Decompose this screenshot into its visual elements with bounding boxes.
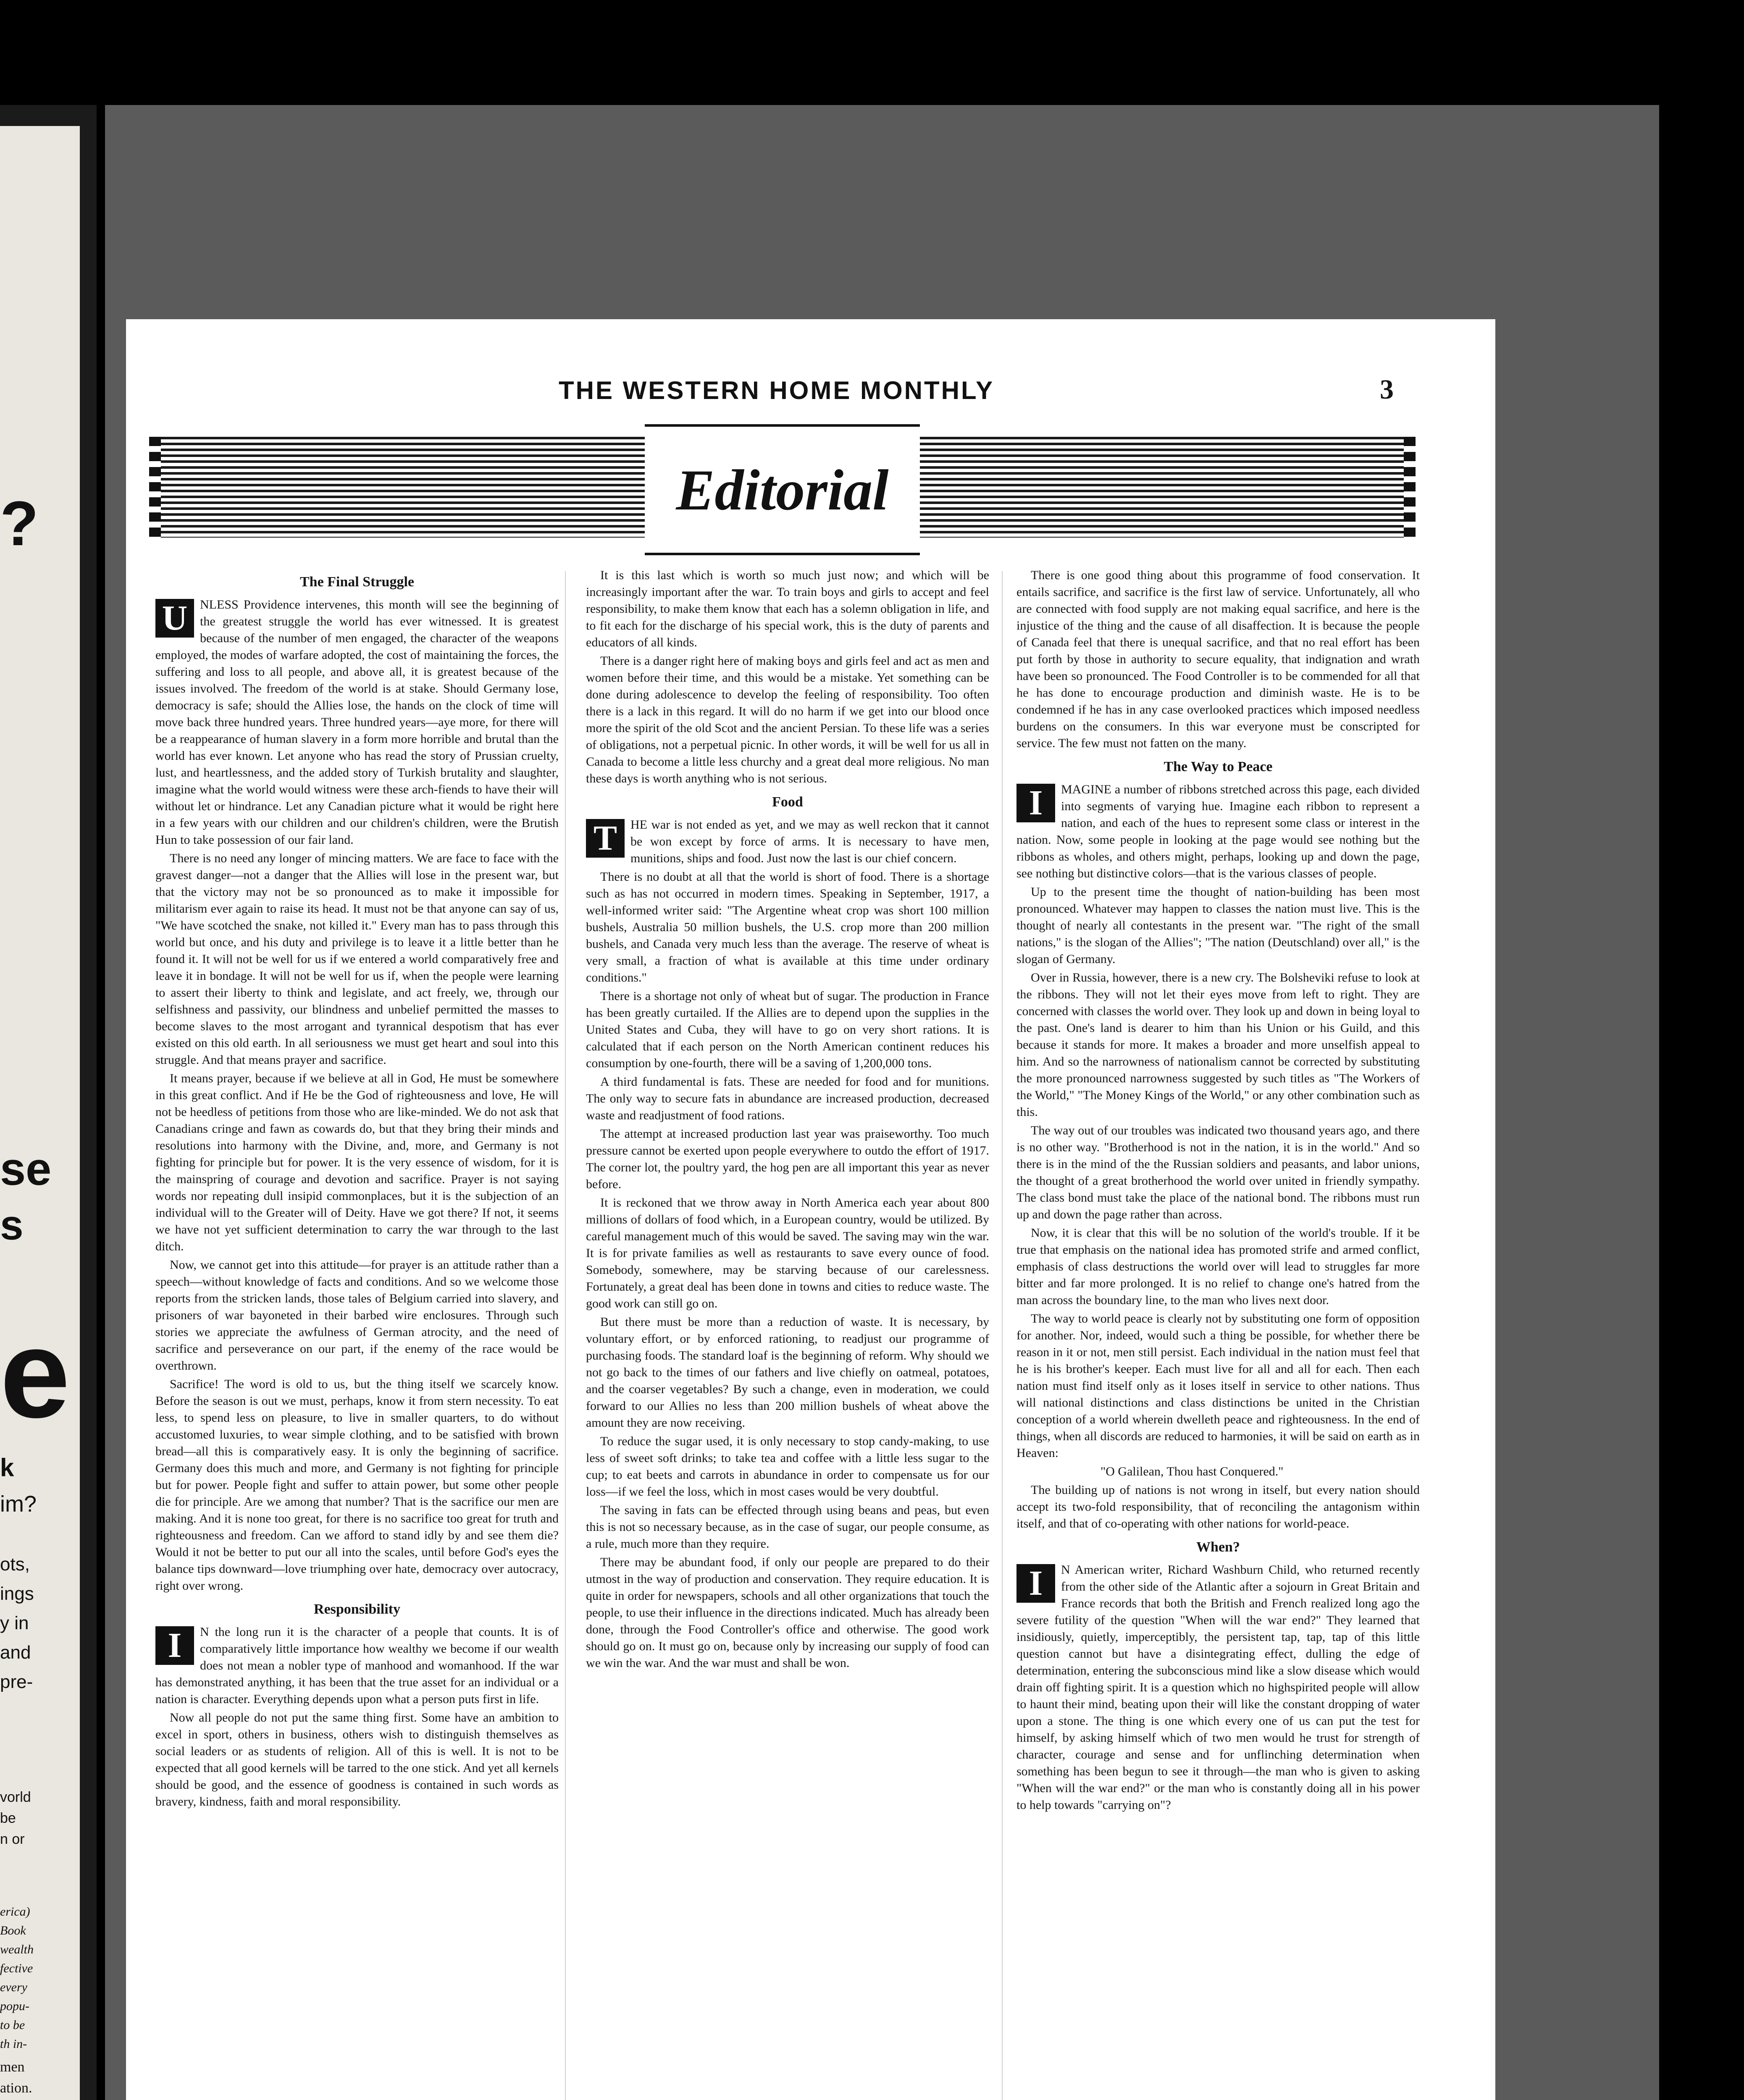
drop-cap: I	[155, 1626, 194, 1665]
fragment-text: ?	[0, 488, 39, 559]
fragment-text: men	[0, 2059, 25, 2075]
article-paragraph: Now, we cannot get into this attitude—for prayer is an attitude rather than a speech—without knowledge of facts and conditions. And so we welcome those reports from the stricken lands, those tales of Belgium carried into slavery, and prisoners of war bayoneted in their barbed wire enclosures. Through such stories we appreciate the awfulness of German atrocity, and the need of sacrifice and perseverance on our part, if the enemy of the race would be overthrown.	[155, 1258, 559, 1373]
adjacent-page-fragment	[0, 126, 80, 2100]
fragment-text: and	[0, 1642, 31, 1663]
article-paragraph: There is one good thing about this programme of food conservation. It entails sacrifice, and sacrifice is the first law of service. Unfortunately, all who are connected with food supply are not making equal sacrifice, and here is the injustice of the thing and the cause of all disaffection. It is because the people of Canada feel that there is unequal sacrifice, and that no real effort has been put forth by those in authority to secure equality, that indignation and wrath have been so pronounced. The Food Controller is to be commended for all that he has done to encourage production and diminish waste. He is to be condemned if he has in any case overlooked practices which imposed needless burdens on the consumers. In this war everyone must be conscripted for service. The few must not fatten on the many.	[1016, 568, 1420, 750]
article-paragraph: U NLESS Providence intervenes, this month will see the beginning of the greatest struggle the world has ever witnessed. It is greatest because of the number of men engaged, the character of the weapons employed, the modes of warfare adopted, the cost of maintaining the forces, the suffering and loss to all people, and above all, it is greatest because of the issues involved. The freedom of the world is at stake. Should Germany lose, democracy is safe; should the Allies lose, the hands on the clock of time will move back three hundred years. Three hundred years—aye more, for there will be a reappearance of human slavery in a form more horrible and brutal than the world has ever known. Let anyone who has read the story of Prussian cruelty, lust, and heartlessness, and the added story of Turkish brutality and slaughter, imagine what the world would witness were these arch-fiends to have their will without let or hindrance. Let any Canadian picture what it would be right here in a few years with our children and our children's children, were the Brutish Hun to take possession of our fair land.	[155, 598, 559, 847]
fragment-text: pre-	[0, 1672, 33, 1692]
article-paragraph: There may be abundant food, if only our people are prepared to do their utmost in the way of production and conservation. They require education. It is quite in order for newspapers, schools and all other organizations that touch the people, to use their influence in the directions indicated. Much has already been done, through the Food Controller's office and otherwise. The good work should go on. It must go on, because only by increasing our supply of food can we win the war. And the war must and shall be won.	[586, 1555, 989, 1670]
fragment-text: popu-	[0, 1999, 29, 2013]
article-paragraph: The attempt at increased production last year was praiseworthy. Too much pressure cannot be exerted upon people everywhere to outdo the effort of 1917. The corner lot, the poultry yard, the hog pen are all important this year as never before.	[586, 1127, 989, 1191]
article-paragraph: The way out of our troubles was indicated two thousand years ago, and there is no other way. "Brotherhood is not in the nation, it is in the world." And so there is in the mind of the the Russian soldiers and peasants, and labor unions, the thought of a great brotherhood the world over united in friendly sympathy. The class bond must take the place of the national bond. The ribbons must run up and down the page rather than across.	[1016, 1124, 1420, 1221]
fragment-text: ots,	[0, 1554, 30, 1575]
article-paragraph: The saving in fats can be effected through using beans and peas, but even this is not so necessary because, as in the case of sugar, our people consume, as a rule, much more than they require.	[586, 1503, 989, 1551]
article-paragraph: There is no doubt at all that the world is short of food. There is a shortage such as has not occurred in modern times. Speaking in September, 1917, a well-informed writer said: "The Argentine wheat crop was short 100 million bushels, Australia 50 million bushels, the U.S. crop more than 200 million bushels, and Canada very much less than the average. The reserve of wheat is very small, a fraction of what is available at this time under ordinary conditions."	[586, 870, 989, 984]
fragment-text: y in	[0, 1613, 29, 1633]
drop-cap: I	[1016, 784, 1055, 822]
fragment-text: th in-	[0, 2037, 27, 2051]
article-title: Responsibility	[314, 1601, 400, 1617]
article-title: Food	[772, 794, 803, 810]
article-paragraph: The building up of nations is not wrong in itself, but every nation should accept its two-fold responsibility, that of reconciling the antagonism within itself, and that of co-operating with other nations for world-peace.	[1016, 1483, 1420, 1530]
article-paragraph: "O Galilean, Thou hast Conquered."	[1101, 1465, 1284, 1478]
fragment-text: n or	[0, 1831, 25, 1847]
drop-cap: I	[1016, 1564, 1055, 1603]
drop-cap: T	[586, 819, 625, 858]
fragment-text: erica)	[0, 1905, 30, 1919]
article-paragraph: Up to the present time the thought of nation-building has been most pronounced. Whatever may happen to classes the nation must live. This is the thought of nearly all contestants in the present war. "The right of the small nations," is the slogan of the Allies"; "The nation (Deutschland) over all," is the slogan of Germany.	[1016, 885, 1420, 966]
fragment-text: se	[0, 1143, 52, 1195]
fragment-text: ation.	[0, 2080, 32, 2096]
article-paragraph: It means prayer, because if we believe at all in God, He must be somewhere in this great conflict. And if He be the God of righteousness and love, He will not be heedless of petitions from those who are like-minded. We do not ask that Canadians cringe and fawn as cowards do, but that they bring their minds and resolutions into harmony with the Divine, and, more, and Germany is not fighting for principle but for power. It is the very essence of wisdom, for it is the mainspring of courage and devotion and sacrifice. Prayer is not saying words nor repeating dull insipid commonplaces, but it is the subjection of an individual will to the Greater will of Deity. Have we got there? If not, it seems we have not yet sufficient determination to carry the war through to the last ditch.	[155, 1071, 559, 1253]
fragment-text: Book	[0, 1924, 26, 1937]
article-paragraph: There is no need any longer of mincing matters. We are face to face with the gravest danger—not a danger that the Allies will lose in the present war, but that the victory may not be so pronounced as to make it impossible for militarism ever again to raise its head. It must not be that anyone can say of us, "We have scotched the snake, not killed it." Every man has to pass through this world but once, and his duty and privilege is to leave it a little better than he found it. It will not be well for us if we entered a world comparatively free and leave it in bondage. It will not be well for us if, when the people were learning to assert their liberty to think and legislate, and act freely, we, through our selfishness and passivity, our blindness and unbelief permitted the masses to become slaves to the most arrogant and tyrannical despotism that has ever existed on this old earth. In all seriousness we must get heart and soul into this struggle. And that means prayer and sacrifice.	[155, 851, 559, 1067]
banner-rule-left	[149, 437, 645, 538]
running-head: THE WESTERN HOME MONTHLY	[559, 376, 995, 404]
article-paragraph: I MAGINE a number of ribbons stretched across this page, each divided into segments of varying hue. Imagine each ribbon to represent a nation, and each of the hues to represent some class or interest in the nation. Now, some people in looking at the page would see nothing but the ribbons as wholes, and others might, perhaps, looking up and down the page, see nothing but distinctive colors—that is the various classes of people.	[1016, 782, 1420, 880]
fragment-text: ings	[0, 1583, 34, 1604]
article-paragraph: Now all people do not put the same thing first. Some have an ambition to excel in sport, others in business, others wish to distinguish themselves as social leaders or as students of religion. All of this is well. It is not to be expected that all good kernels will be tarred to the one stick. And yet all kernels should be good, and the essence of goodness is contained in such words as bravery, kindness, faith and moral responsibility.	[155, 1711, 559, 1809]
banner-ornament-right	[1404, 437, 1416, 538]
section-title: Editorial	[676, 457, 889, 522]
banner-title-box	[645, 424, 920, 555]
article-paragraph: A third fundamental is fats. These are needed for food and for munitions. The only way to secure fats in abundance are increased production, decreased waste and readjustment of food rations.	[586, 1075, 989, 1122]
article-paragraph: Over in Russia, however, there is a new cry. The Bolsheviki refuse to look at the ribbons. They will not let their eyes move from left to right. They are concerned with classes the world over. They look up and down in being loyal to the past. One's land is dearer to him than his Union or his Guild, and this because it stands for more. It makes a broader and more unselfish appeal to him. And so the narrowness of nationalism cannot be corrected by substituting the more pronounced narrowness suggested by such titles as "The Workers of the World," "The Money Kings of the World," or any other combination such as this.	[1016, 971, 1420, 1119]
fragment-text: be	[0, 1810, 16, 1826]
article-paragraph: I N the long run it is the character of a people that counts. It is of comparatively little importance how wealthy we become if our wealth does not mean a nobler type of manhood and womanhood. If the war has demonstrated anything, it has been that the true asset for an individual or a nation is character. Everything depends upon what a person puts first in life.	[155, 1625, 559, 1706]
column-rule	[565, 571, 566, 2100]
article-paragraph: There is a shortage not only of wheat but of sugar. The production in France has been greatly curtailed. If the Allies are to depend upon the supplies in the United States and Cuba, they will have to go on very short rations. It is calculated that if each person on the North American continent reduces his consumption by one-fourth, there will be a saving of 1,200,000 tons.	[586, 989, 989, 1070]
fragment-text: s	[0, 1202, 24, 1249]
column-1	[155, 567, 559, 1812]
banner-rule-right	[920, 437, 1416, 538]
article-paragraph: It is reckoned that we throw away in North America each year about 800 millions of dollars of food which, in a European country, would be utilized. By careful management much of this would be saved. The saving may win the war. It is for private families as well as restaurants to save every ounce of food. Somebody, somewhere, may be starving because of our carelessness. Fortunately, a great deal has been done in towns and cities to reduce waste. The good work can still go on.	[586, 1196, 989, 1310]
article-paragraph: It is this last which is worth so much just now; and which will be increasingly important after the war. To train boys and girls to accept and feel responsibility, to make them know that each has a solemn obligation in life, and to fit each for the discharge of his special work, this is the duty of parents and educators of all kinds.	[586, 568, 989, 649]
article-paragraph: To reduce the sugar used, it is only necessary to stop candy-making, to use less of sweet soft drinks; to take tea and coffee with a little less sugar to the cup; to eat beets and carrots in abundance in order to compensate us for our loss—if we feel the loss, which in most cases would be very doubtful.	[586, 1434, 989, 1499]
article-paragraph: There is a danger right here of making boys and girls feel and act as men and women before their time, and this would be a mistake. Yet something can be done during adolescence to develop the feeling of responsibility. Too often there is a lack in this regard. It will do no harm if we get into our blood once more the spirit of the old Scot and the ancient Persian. To these life was a series of obligations, not a perpetual picnic. In other words, it will be well for us all in Canada to become a little less churchy and a great deal more religious. No man these days is worth anything who is not serious.	[586, 654, 989, 785]
article-paragraph: T HE war is not ended as yet, and we may as well reckon that it cannot be won except by force of arms. It is necessary to have men, munitions, ships and food. Just now the last is our chief concern.	[586, 816, 989, 867]
column-2	[586, 567, 989, 1673]
article-title: When?	[1196, 1539, 1240, 1555]
article-paragraph: But there must be more than a reduction of waste. It is necessary, by voluntary effort, or by enforced rationing, to readjust our programme of purchasing foods. The standard loaf is the beginning of reform. Why should we not go back to the times of our fathers and live chiefly on oatmeal, potatoes, and the coarser vegetables? By such a change, even in moderation, we could forward to our Allies no less than 200 million bushels of wheat above the amount they are now receiving.	[586, 1315, 989, 1430]
fragment-text: e	[0, 1303, 70, 1444]
column-rule	[1002, 571, 1003, 2100]
drop-cap: U	[155, 599, 194, 638]
fragment-text: every	[0, 1980, 27, 1994]
article-paragraph: Sacrifice! The word is old to us, but the thing itself we scarcely know. Before the season is out we must, perhaps, know it from stern necessity. To eat less, to spend less on pleasure, to live in smaller quarters, to do without accustomed luxuries, to wear simple clothing, and to be satisfied with brown bread—all this is comparatively easy. It is only the beginning of sacrifice. Germany does this much and more, and Germany is not fighting for principle but for power. People fight and suffer to attain power, but some other people die for principle. Are we among that number? That is the sacrifice our men are making. And it is none too great, for there is no sacrifice too great for truth and righteousness and freedom. Can we afford to stand idly by and see them die? Would it not be better to put our all into the scales, until before God's eyes the balance tips downward—love triumphing over hate, democracy over autocracy, right over wrong.	[155, 1377, 559, 1593]
article-paragraph: The way to world peace is clearly not by substituting one form of opposition for another. Nor, indeed, would such a thing be possible, for whether there be reason in it or not, men still persist. Each individual in the nation must feel that he is his brother's keeper. Each must live for all and all for each. Then each nation must find itself only as it loses itself in service to other nations. Thus will national distinctions and class distinctions be united in the Christian conception of a world wherein dwelleth peace and righteousness. In the end of things, when all discords are reduced to harmonies, it will be said on earth as in Heaven:	[1016, 1312, 1420, 1460]
column-3	[1016, 567, 1420, 1815]
article-title: The Way to Peace	[1164, 759, 1273, 774]
fragment-text: k	[0, 1454, 14, 1482]
banner-ornament-left	[149, 437, 161, 538]
article-paragraph: I N American writer, Richard Washburn Child, who returned recently from the other side of the Atlantic after a sojourn in Great Britain and France records that both the British and French realized long ago the severe futility of the question "When will the war end?" They learned that insidiously, quietly, imperceptibly, the persistent tap, tap, tap of this little question cannot but have a disintegrating effect, dulling the edge of determination, entering the subconscious mind like a slow disease which would drain off fighting spirit. It is a question which no highspirited people will allow to haunt their mind, beating upon their will like the constant dropping of water upon a stone. The thing is one which every one of us can put the test for himself, by asking himself which of two men would he trust for strength of character, courage and sense and for unflinching determination when something has been begun to see it through—the man who is given to asking "When will the war end?" or the man who is constantly doing all in his power to help towards "carrying on"?	[1016, 1563, 1420, 1812]
fragment-text: fective	[0, 1961, 33, 1975]
fragment-text: vorld	[0, 1789, 31, 1805]
page-number: 3	[1380, 374, 1394, 405]
article-paragraph: Now, it is clear that this will be no solution of the world's trouble. If it be true that emphasis on the national idea has promoted strife and armed conflict, emphasis of class destructions the world over will lead to struggles far more bitter and far more prolonged. It is no relief to change one's hatred from the man across the boundary line, to the man who lives next door.	[1016, 1226, 1420, 1307]
article-title: The Final Struggle	[299, 574, 415, 590]
fragment-text: to be	[0, 2018, 25, 2032]
editorial-banner	[149, 424, 1416, 550]
fragment-text: wealth	[0, 1942, 34, 1956]
fragment-text: im?	[0, 1491, 37, 1517]
